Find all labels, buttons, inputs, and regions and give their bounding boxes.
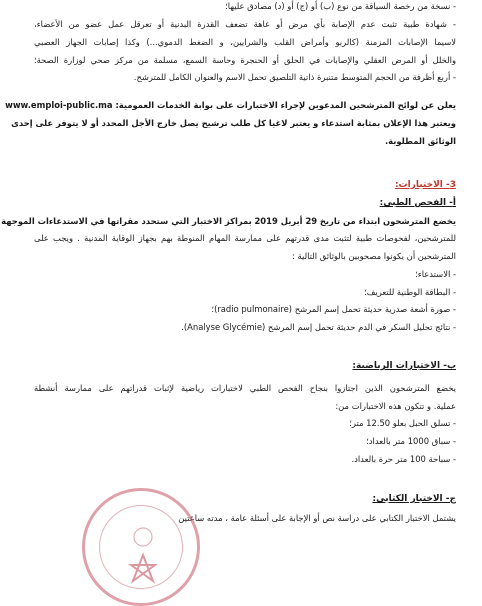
subsection-heading: أ- الفحص الطبي:	[379, 198, 456, 208]
star-seal-icon	[103, 507, 183, 587]
doc-line: المترشحين أن يكونوا مصحوبين بالوثائق التالية :	[292, 251, 456, 261]
section-heading: 3- الاختبارات:	[394, 180, 456, 190]
doc-line: يخضع المترشحون الذين اجتازوا بنجاح الفحص الطبي لاختبارات رياضية لإثبات قدراتهم على ممارسة أنشطة	[34, 383, 456, 393]
doc-line: والخلل أو المرض العقلي والإصابات في الحلق أو الحنجرة وحاسة السمع، مسلمة من مركز صحي لوزارة الصحة؛	[34, 55, 456, 65]
doc-line: عملية. و تتكون هذه الاختبارات من:	[335, 401, 456, 411]
doc-line	[1, 215, 456, 227]
doc-line: للمترشحين، لفحوصات طبية لتثبت مدى قدرتهم على ممارسة المهام المنوطة بهم بجهاز الوقاية المدنية . ويجب على	[34, 233, 456, 243]
list-item: - سباق 1000 متر بالعداد؛	[366, 436, 456, 446]
list-item: - تسلق الحبل بعلو 12.50 متر؛	[349, 418, 456, 428]
announcement-line	[5, 99, 456, 111]
doc-line: الوثائق المطلوبة.	[384, 136, 456, 146]
list-item: - الاستدعاء؛	[415, 269, 456, 279]
doc-line: - أربع أظرفة من الحجم المتوسط متنبرة ذاتية التلصيق تحمل الاسم والعنوان الكامل للمترشح.	[133, 72, 456, 82]
list-item: - صورة أشعة صدرية حديثة تحمل إسم المرشح (radio pulmonaire)؛	[211, 304, 456, 314]
doc-line: ويعتبر هذا الإعلان بمثابة استدعاء و يعتبر لاغيا كل طلب ترشيح يصل خارج الأجل المحدد أو لا يتوفر على إحدى	[11, 118, 456, 128]
doc-line: - نسخة من رخصة السياقة من نوع (ب) أو (ج) أو (د) مصادق عليها؛	[225, 1, 456, 11]
exam-date: 29 أبريل 2019	[254, 216, 318, 226]
portal-link[interactable]: www.emploi-public.ma	[5, 100, 113, 110]
list-item: - نتائج تحليل السكر في الدم حديثة تحمل إسم المرشح (Analyse Glycémie).	[181, 322, 456, 332]
subsection-heading: ج- الاختبار الكتابي:	[372, 494, 456, 504]
text-segment: يخضع المترشحون ابتداء من تاريخ	[319, 216, 456, 226]
doc-line: يشتمل الاختبار الكتابي على دراسة نص أو الإجابة على أسئلة عامة ، مدته ساعتين	[178, 513, 456, 523]
subsection-heading: ب- الاختبارات الرياضية:	[352, 361, 456, 371]
text-segment: بمراكز الاختبار التي ستحدد مقراتها في الاستدعاءات الموجهة	[1, 216, 252, 226]
list-item: - البطاقة الوطنية للتعريف؛	[364, 287, 456, 297]
doc-line: لاسيما الإصابات المزمنة (كالربو وأمراض القلب والشرايين، و الضغط الدموي...) وكذا إصابات الجهاز العصبي	[34, 37, 456, 47]
doc-line: - شهادة طبية تثبت عدم الإصابة بأي مرض أو عاهة تضعف القدرة البدنية أو تعرقل عمل عضو من الأعضاء،	[34, 19, 456, 29]
list-item: - سباحة 100 متر حرة بالعداد.	[351, 454, 456, 464]
announcement-text: يعلن عن لوائح المترشحين المدعوين لإجراء الاختبارات على بوابة الخدمات العمومية:	[115, 100, 456, 110]
official-seal	[82, 488, 200, 606]
